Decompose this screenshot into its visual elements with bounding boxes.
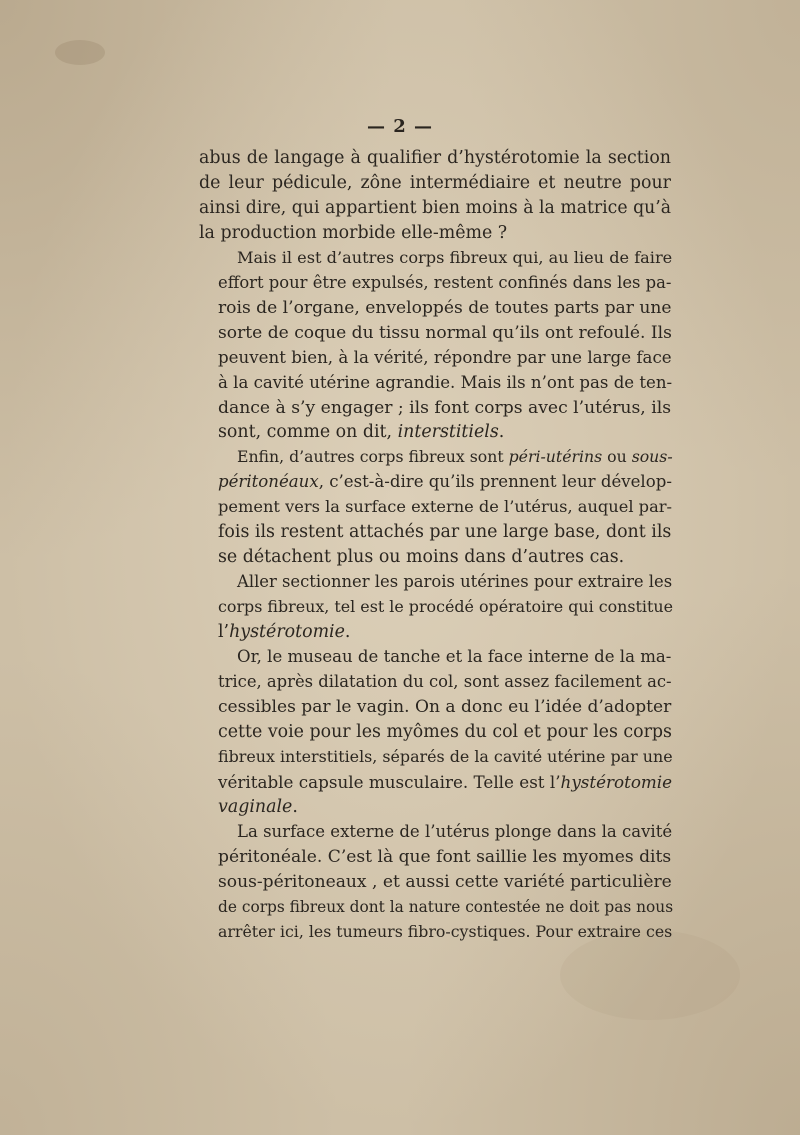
text-line: trice, après dilatation du col, sont assez facilement ac- <box>218 672 672 692</box>
text-run: Enfin, d’autres corps fibreux sont <box>237 447 509 467</box>
text-run: sont, comme on dit, <box>218 422 398 443</box>
page-number: — 2 — <box>366 116 434 137</box>
text-line: peuvent bien, à la vérité, répondre par une large face <box>218 347 672 367</box>
text-line <box>199 420 671 445</box>
text-run: . <box>498 422 505 443</box>
paragraph <box>199 570 671 645</box>
italic-term: hystérotomie <box>229 622 345 643</box>
text-line: Mais il est d’autres corps fibreux qui, au lieu de faire <box>237 247 673 267</box>
text-line <box>199 770 671 795</box>
text-run: . <box>292 796 298 817</box>
text-line <box>199 795 671 820</box>
italic-term: hystérotomie <box>560 771 673 792</box>
text-line <box>199 470 671 495</box>
text-line <box>199 620 671 645</box>
text-line: ainsi dire, qui appartient bien moins à la matrice qu’à <box>199 197 671 218</box>
text-line: de corps fibreux dont la nature contestée ne doit pas nous <box>218 897 674 916</box>
text-line: La surface externe de l’utérus plonge dans la cavité <box>237 821 673 841</box>
paragraph <box>199 645 671 820</box>
text-line: la production morbide elle-même ? <box>199 222 508 243</box>
text-line: sous-péritoneaux , et aussi cette variété particulière <box>218 871 672 892</box>
text-line: se détachent plus ou moins dans d’autres cas. <box>218 547 625 568</box>
text-run: ou <box>602 447 632 467</box>
text-line: effort pour être expulsés, restent confinés dans les pa- <box>218 272 672 292</box>
italic-term: sous- <box>631 447 673 467</box>
italic-term: interstitiels <box>397 422 499 443</box>
paragraph <box>199 146 671 246</box>
text-line: fois ils restent attachés par une large base, dont ils <box>218 522 672 543</box>
italic-term: péritonéaux <box>218 472 319 492</box>
text-line: arrêter ici, les tumeurs fibro-cystiques. Pour extraire ces <box>218 921 673 941</box>
text-line: Aller sectionner les parois utérines pour extraire les <box>237 572 673 592</box>
text-run: véritable capsule musculaire. Telle est l’ <box>218 771 561 792</box>
text-line: Or, le museau de tanche et la face interne de la ma- <box>237 647 672 667</box>
body-text <box>199 146 674 945</box>
text-line: corps fibreux, tel est le procédé opératoire qui constitue <box>218 597 673 617</box>
italic-term: vaginale <box>218 796 293 817</box>
text-line: dance à s’y engager ; ils font corps avec l’utérus, ils <box>218 397 672 418</box>
text-line: sorte de coque du tissu normal qu’ils ont refoulé. Ils <box>218 322 672 343</box>
text-line: fibreux interstitiels, séparés de la cavité utérine par une <box>218 746 673 766</box>
text-line: de leur pédicule, zône intermédiaire et neutre pour <box>199 172 671 193</box>
paragraph <box>199 246 671 446</box>
text-line: cette voie pour les myômes du col et pour les corps <box>218 721 672 742</box>
text-line: rois de l’organe, enveloppés de toutes parts par une <box>218 297 672 318</box>
italic-term: péri-utérins <box>508 447 603 467</box>
text-run: l’ <box>218 622 230 643</box>
stain-mark <box>55 40 105 65</box>
text-line: abus de langage à qualifier d’hystérotomie la section <box>199 148 671 168</box>
text-line: pement vers la surface externe de l’utérus, auquel par- <box>218 497 672 517</box>
paragraph <box>199 445 671 570</box>
text-run: , c’est-à-dire qu’ils prennent leur dévelop- <box>318 472 672 492</box>
text-line <box>199 445 671 470</box>
text-line: cessibles par le vagin. On a donc eu l’idée d’adopter <box>218 696 672 717</box>
text-line: à la cavité utérine agrandie. Mais ils n’ont pas de ten- <box>218 372 673 392</box>
paragraph <box>199 820 674 945</box>
text-line: péritonéale. C’est là que font saillie les myomes dits <box>218 846 672 867</box>
text-run: . <box>344 622 351 643</box>
